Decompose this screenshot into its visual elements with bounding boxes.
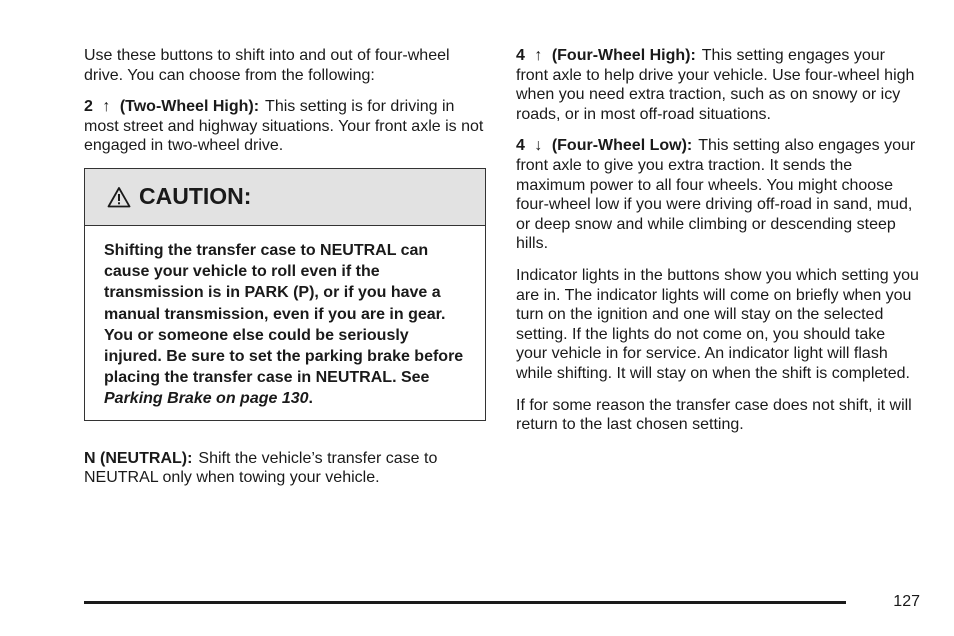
intro-paragraph: Use these buttons to shift into and out of four-wheel drive. You can choose from the following: bbox=[84, 47, 450, 84]
four-low-text: This setting also engages your front axle to give you extra traction. It sends the maximum power to all four wheels. You might choose four-wheel low if you were driving off-road in sand, mud, or deep snow and while climbing or descending steep hills. bbox=[516, 137, 916, 253]
four-high-number: 4 bbox=[516, 47, 525, 64]
caution-body: Shifting the transfer case to NEUTRAL can cause your vehicle to roll even if the transmission is in PARK (P), or if you have a manual transmission, even if you are in gear. You or someone else could be seriously injured. Be sure to set the parking brake before placing the transfer case in NEUTRAL. See Parking Brake on page 130. bbox=[104, 241, 464, 408]
caution-title: CAUTION: bbox=[139, 183, 252, 210]
arrow-up-icon: ↑ bbox=[534, 47, 543, 64]
arrow-up-icon: ↑ bbox=[102, 98, 111, 116]
neutral-label: N (NEUTRAL): bbox=[84, 449, 193, 467]
footer-rule bbox=[84, 601, 846, 604]
caution-header bbox=[85, 169, 485, 226]
four-low-number: 4 bbox=[516, 137, 525, 155]
neutral-text: Shift the vehicle’s transfer case to NEUTRAL only when towing your vehicle. bbox=[84, 449, 438, 487]
parking-brake-reference: Parking Brake on page 130 bbox=[104, 390, 309, 408]
four-wheel-low-paragraph bbox=[516, 136, 920, 254]
two-high-text: This setting is for driving in most street and highway situations. Your front axle is not engaged in two-wheel drive. bbox=[84, 98, 484, 155]
four-low-label: (Four-Wheel Low): bbox=[551, 137, 693, 155]
two-wheel-high-paragraph bbox=[84, 97, 486, 156]
neutral-paragraph bbox=[84, 449, 486, 488]
two-high-number: 2 bbox=[84, 98, 93, 116]
four-high-text: This setting engages your front axle to help drive your vehicle. Use four-wheel high when you need extra traction, such as on snowy or icy roads, or in most off-road situations. bbox=[516, 47, 915, 123]
caution-text: Shifting the transfer case to NEUTRAL can cause your vehicle to roll even if the transmission is in PARK (P), or if you have a manual transmission, even if you are in gear. You or someone else could be seriously injured. Be sure to set the parking brake before placing the transfer case in NEUTRAL. See bbox=[104, 241, 464, 387]
right-column bbox=[516, 46, 920, 447]
no-shift-paragraph: If for some reason the transfer case does not shift, it will return to the last chosen setting. bbox=[516, 396, 912, 434]
page-number: 127 bbox=[893, 593, 920, 610]
warning-triangle-icon bbox=[107, 186, 131, 208]
left-column bbox=[84, 46, 486, 500]
caution-box bbox=[84, 168, 486, 421]
four-wheel-high-paragraph bbox=[516, 46, 920, 124]
indicator-paragraph: Indicator lights in the buttons show you which setting you are in. The indicator lights will come on briefly when you turn on the ignition and one will stay on the selected setting. If the lights do not come on, you should take your vehicle in for service. An indicator light will flash while shifting. It will stay on when the shift is completed. bbox=[516, 266, 919, 382]
four-high-label: (Four-Wheel High): bbox=[551, 47, 696, 64]
two-high-label: (Two-Wheel High): bbox=[119, 98, 260, 116]
arrow-down-icon: ↓ bbox=[534, 137, 543, 155]
